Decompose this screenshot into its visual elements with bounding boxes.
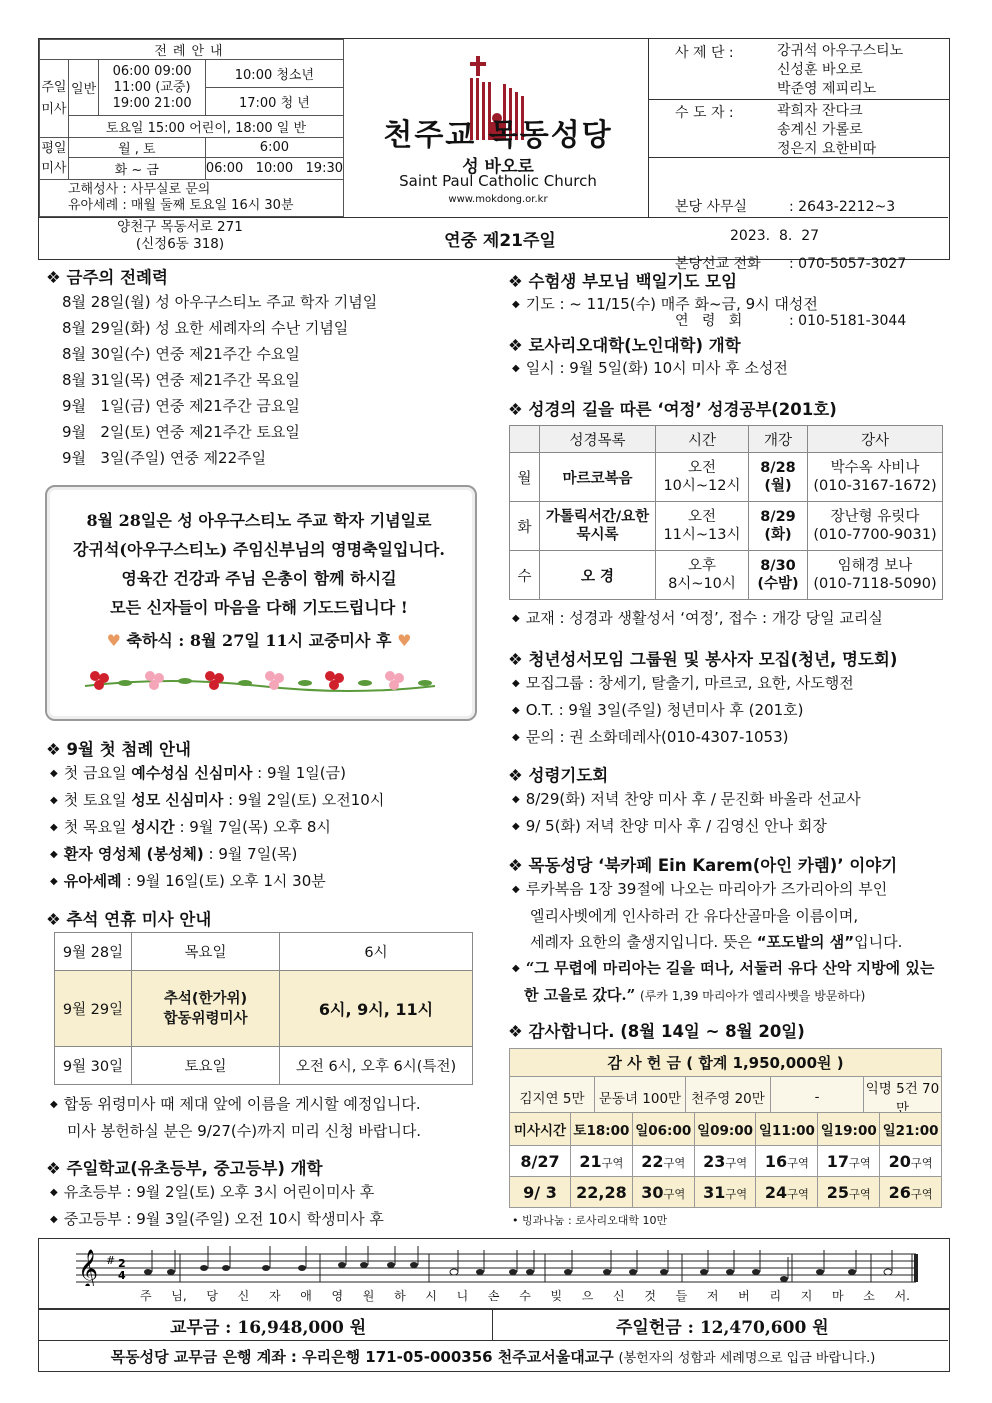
svg-text:#: #	[106, 1254, 116, 1267]
sacrament-info: 고해성사 : 사무실로 문의 유아세례 : 매월 둘째 토요일 16시 30분	[40, 180, 344, 217]
first-friday-title: ❖ 9월 첫 첨례 안내	[46, 740, 191, 759]
calendar-item: 8월 31일(목) 연중 제21주간 목요일	[62, 371, 300, 389]
table-row: 9월 30일 토요일 오전 6시, 오후 6시(특전)	[55, 1047, 473, 1085]
mon-sat-time: 6:00	[205, 138, 343, 158]
church-address: 양천구 목동서로 271 (신정6동 318)	[117, 219, 243, 252]
list-item: ◆ 첫 목요일 성시간 : 9월 7일(목) 오후 8시	[50, 814, 384, 841]
feast-message: 8월 28일은 성 아우구스티노 주교 학자 기념일로 강귀석(아우구스티노) 주임신부님의 영명축일입니다. 영육간 건강과 주님 은총이 함께 하시길 모든 신자들이 마음을 다해 기도드립니다 !	[73, 511, 445, 617]
young-adult-mass: 17:00 청 년	[205, 88, 343, 116]
bible-study-title: ❖ 성경의 길을 따른 ‘여정’ 성경공부(201호)	[508, 400, 837, 419]
svg-text:𝄞: 𝄞	[78, 1249, 99, 1286]
table-row: 화 가톨릭서간/요한 묵시록 오전 11시~13시 8/29 (화) 장난형 유릿다 (010-7700-9031)	[510, 502, 943, 551]
hymn-lyrics: 주 님, 당 신 자 애 영 원 하 시 니 손 수 빚 으 신 것 들 저 버 리 지 마 소 서.	[140, 1289, 910, 1303]
list-item: ◆ 모집그룹 : 창세기, 탈출기, 마르코, 요한, 사도행전	[512, 670, 854, 697]
chuseok-notes: ◆ 합동 위령미사 때 제대 앞에 이름을 게시할 예정입니다. 미사 봉헌하실 분은 9/27(수)까지 미리 신청 바랍니다.	[50, 1091, 421, 1144]
bulletin-date: 2023. 8. 27	[730, 228, 820, 244]
exam-prayer-title: ❖ 수험생 부모님 백일기도 모임	[508, 272, 738, 291]
calendar-item: 9월 2일(토) 연중 제21주간 토요일	[62, 423, 300, 441]
youth-bible-list	[512, 670, 854, 751]
list-item: ◆ 유초등부 : 9월 2일(토) 오후 3시 어린이미사 후	[50, 1179, 384, 1206]
sunday-offering-total: 주일헌금 : 12,470,600 원	[616, 1318, 829, 1338]
church-name: 천주교 목동성당	[383, 118, 613, 153]
svg-text:2: 2	[118, 1257, 126, 1270]
exam-prayer-item: ◆ 기도 : ~ 11/15(수) 매주 화~금, 9시 대성전	[512, 291, 818, 318]
table-row: 김지연 5만 문동녀 100만 천주영 20만 - 익명 5건 70만	[510, 1077, 942, 1118]
sunday-general-times: 06:00 09:00 11:00 (교중) 19:00 21:00	[99, 60, 205, 116]
sunday-title: 연중 제21주일	[444, 231, 556, 251]
list-item: ◆ 중고등부 : 9월 3일(주일) 오전 10시 학생미사 후	[50, 1206, 384, 1233]
calendar-item: 8월 28일(월) 성 아우구스티노 주교 학자 기념일	[62, 293, 378, 311]
contact-list: 본당 사무실 : 2643-2212~3 본당선교 전화 : 070-5057-3027 연 령 회 : 010-5181-3044	[675, 199, 907, 329]
church-english-name: Saint Paul Catholic Church	[399, 172, 597, 190]
mon-sat-label: 월 , 토	[68, 138, 205, 158]
spirit-prayer-list	[512, 786, 861, 840]
mass-schedule	[39, 39, 344, 217]
chuseok-title: ❖ 추석 연휴 미사 안내	[46, 910, 212, 929]
bible-study-note: ◆ 교재 : 성경과 생활성서 ‘여정’, 접수 : 개강 당일 교리실	[512, 605, 883, 632]
table-header: 미사시간 토18:00 일06:00 일09:00 일11:00 일19:00 일21:00	[510, 1113, 942, 1146]
table-row: 8/27 21구역 22구역 23구역 16구역 17구역 20구역	[510, 1146, 942, 1177]
fund-total: 교무금 : 16,948,000 원	[170, 1318, 367, 1338]
list-item: ◆ 첫 금요일 예수성심 신심미사 : 9월 1일(금)	[50, 760, 384, 787]
offering-table: 감 사 헌 금 ( 합계 1,950,000원 ) 김지연 5만 문동녀 100만 천주영 20만 - 익명 5건 70만	[509, 1048, 942, 1118]
table-row: 9월 29일 추석(한가위) 합동위령미사 6시, 9시, 11시	[55, 971, 473, 1047]
bank-account: 목동성당 교무금 은행 계좌 : 우리은행 171-05-000356 천주교서울대교구 (봉헌자의 성함과 세례명으로 입금 바랍니다.)	[110, 1348, 876, 1366]
youth-bible-title: ❖ 청년성서모임 그룹원 및 봉사자 모집(청년, 명도회)	[508, 650, 898, 669]
weekday-mass-label: 평일 미사	[40, 138, 69, 180]
hymn-staff	[76, 1246, 921, 1286]
svg-text:4: 4	[118, 1269, 126, 1282]
feast-celebration: ♥ 축하식 : 8월 27일 11시 교중미사 후 ♥	[106, 631, 412, 650]
church-website[interactable]: www.mokdong.or.kr	[448, 194, 548, 205]
clergy-label: 사 제 단 :	[675, 45, 734, 61]
calendar-item: 9월 3일(주일) 연중 제22주일	[62, 449, 267, 467]
list-item: ◆ 첫 토요일 성모 신심미사 : 9월 2일(토) 오전10시	[50, 787, 384, 814]
heart-icon: ♥	[106, 631, 121, 650]
list-item: ◆ 유아세례 : 9월 16일(토) 오후 1시 30분	[50, 868, 384, 895]
religious-list: 곽희자 잔다크 송계신 가롤로 정은지 요한비따	[777, 103, 877, 157]
table-row: 9월 28일 목요일 6시	[55, 933, 473, 971]
table-row: 9/ 3 22,28 30구역 31구역 24구역 25구역 26구역	[510, 1177, 942, 1208]
heart-icon: ♥	[397, 631, 412, 650]
saturday-mass: 토요일 15:00 어린이, 18:00 일 반	[68, 116, 343, 138]
liturgy-calendar-list	[62, 289, 377, 471]
thanks-footnote: • 빙과나눔 : 로사리오대학 10만	[512, 1214, 668, 1227]
rosario-title: ❖ 로사리오대학(노인대학) 개학	[508, 336, 741, 355]
clergy-list: 강귀석 아우구스티노 신성훈 바오로 박준영 제피리노	[777, 43, 904, 97]
rosario-item: ◆ 일시 : 9월 5일(화) 10시 미사 후 소성전	[512, 355, 788, 382]
religious-label: 수 도 자 :	[675, 105, 734, 121]
table-header: 성경목록 시간 개강 강사	[510, 426, 943, 453]
book-cafe-text: ◆ 루카복음 1장 39절에 나오는 마리아가 즈가리아의 부인 엘리사벳에게 인사하러 간 유다산골마을 이름이며, 세례자 요한의 출생지입니다. 뜻은 “포도밭의 샘”입니다. ◆ “그 무렵에 마리아는 길을 떠나, 서둘러 유다 산악 지방에 있는 한 고을로 갔다.” (루카 1,39 마리아가 엘리사벳을 방문하다)	[512, 876, 934, 1009]
youth-mass: 10:00 청소년	[205, 60, 343, 88]
list-item: ◆ O.T. : 9월 3일(주일) 청년미사 후 (201호)	[512, 697, 854, 724]
sunday-general-label: 일반	[68, 60, 99, 116]
flower-garland	[80, 664, 440, 694]
tue-fri-label: 화 ~ 금	[68, 158, 205, 180]
sunday-school-title: ❖ 주일학교(유초등부, 중고등부) 개학	[46, 1159, 323, 1178]
liturgy-calendar-title: ❖ 금주의 전례력	[46, 268, 168, 287]
sunday-school-list	[50, 1179, 384, 1233]
liturgy-title: 전례안내	[40, 40, 344, 60]
patron-name: 성 바오로	[462, 157, 534, 177]
spirit-prayer-title: ❖ 성령기도회	[508, 766, 609, 785]
tue-fri-time: 06:00 10:00 19:30	[205, 158, 343, 180]
table-row: 수 오 경 오후 8시~10시 8/30 (수밤) 임해경 보나 (010-7118-5090)	[510, 551, 943, 600]
thanks-title: ❖ 감사합니다. (8월 14일 ~ 8월 20일)	[508, 1022, 805, 1041]
table-row: 월 마르코복음 오전 10시~12시 8/28 (월) 박수옥 사비나 (010-3167-1672)	[510, 453, 943, 502]
bible-study-table	[509, 425, 943, 600]
chuseok-table	[54, 932, 473, 1085]
list-item: ◆ 9/ 5(화) 저녁 찬양 미사 후 / 김영신 안나 회장	[512, 813, 861, 840]
book-cafe-title: ❖ 목동성당 ‘북카페 Ein Karem(아인 카렘)’ 이야기	[508, 856, 898, 875]
list-item: ◆ 환자 영성체 (봉성체) : 9월 7일(목)	[50, 841, 384, 868]
calendar-item: 9월 1일(금) 연중 제21주간 금요일	[62, 397, 300, 415]
calendar-item: 8월 30일(수) 연중 제21주간 수요일	[62, 345, 300, 363]
first-friday-list	[50, 760, 384, 895]
list-item: ◆ 8/29(화) 저녁 찬양 미사 후 / 문진화 바올라 선교사	[512, 786, 861, 813]
list-item: ◆ 문의 : 권 소화데레사(010-4307-1053)	[512, 724, 854, 751]
calendar-item: 8월 29일(화) 성 요한 세례자의 수난 기념일	[62, 319, 349, 337]
sunday-mass-label: 주일 미사	[40, 60, 69, 138]
mass-attendance-table	[509, 1112, 942, 1208]
